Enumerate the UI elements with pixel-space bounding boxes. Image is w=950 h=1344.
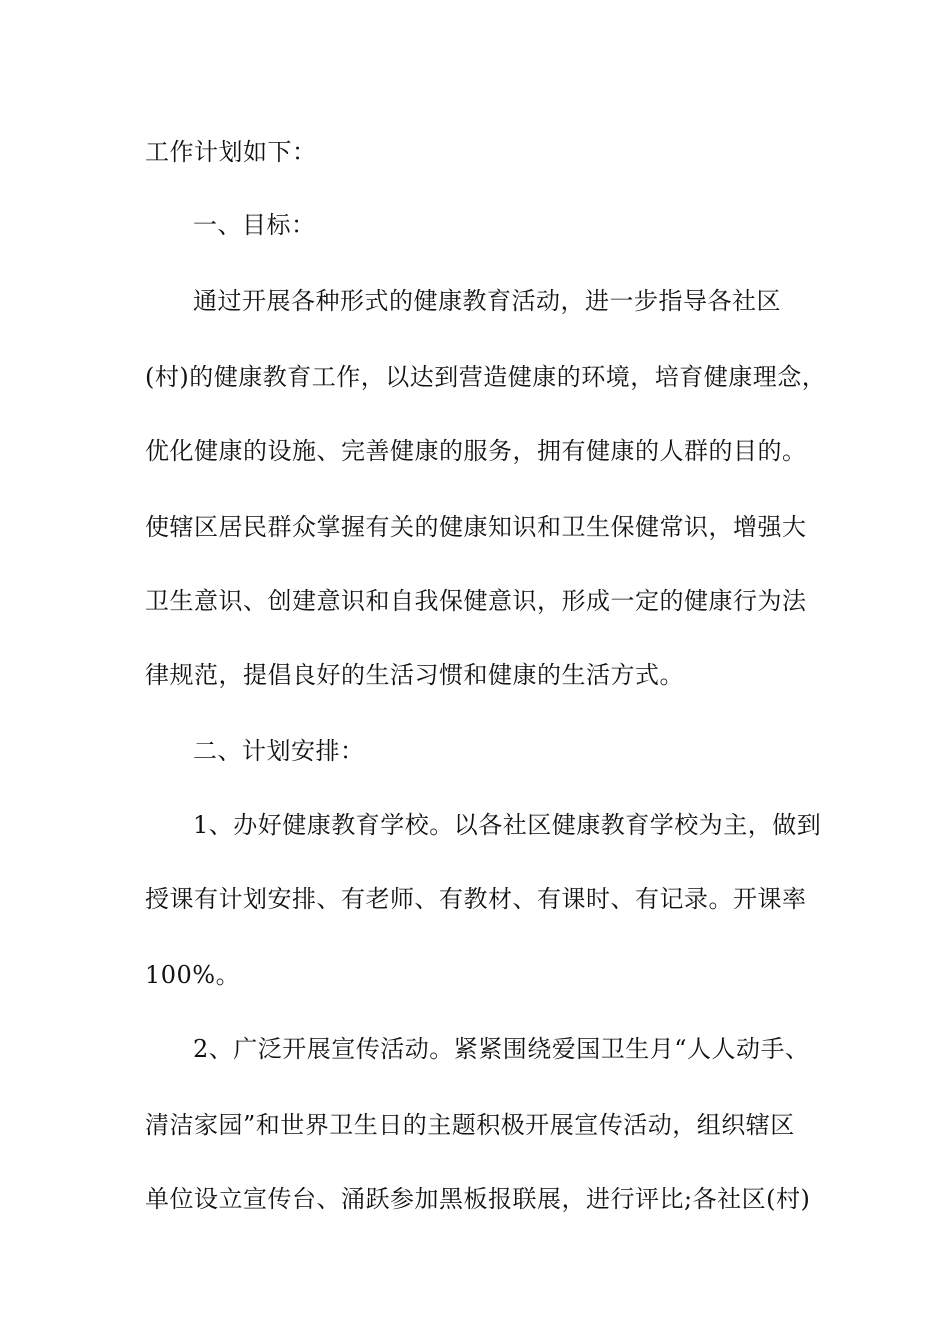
text-line: 优化健康的设施、完善健康的服务，拥有健康的人群的目的。 — [145, 437, 807, 465]
text-line: (村)的健康教育工作，以达到营造健康的环境，培育健康理念， — [145, 363, 827, 391]
text-line: 工作计划如下： — [145, 138, 317, 166]
text-line: 授课有计划安排、有老师、有教材、有课时、有记录。开课率 — [145, 885, 807, 913]
text-line: 单位设立宣传台、涌跃参加黑板报联展，进行评比;各社区(村) — [145, 1185, 811, 1213]
text-line: 卫生意识、创建意识和自我保健意识，形成一定的健康行为法 — [145, 587, 807, 615]
section-heading: 二、计划安排： — [193, 737, 365, 765]
section-heading: 一、目标： — [193, 211, 316, 239]
text-line: 清洁家园”和世界卫生日的主题积极开展宣传活动，组织辖区 — [145, 1111, 795, 1139]
text-line: 律规范，提倡良好的生活习惯和健康的生活方式。 — [145, 661, 684, 689]
text-line: 使辖区居民群众掌握有关的健康知识和卫生保健常识，增强大 — [145, 513, 807, 541]
text-line: 通过开展各种形式的健康教育活动，进一步指导各社区 — [193, 287, 781, 315]
text-line: 2、广泛开展宣传活动。紧紧围绕爱国卫生月“人人动手、 — [193, 1035, 810, 1063]
text-line: 100%。 — [145, 961, 241, 989]
text-line: 1、办好健康教育学校。以各社区健康教育学校为主，做到 — [193, 811, 822, 839]
